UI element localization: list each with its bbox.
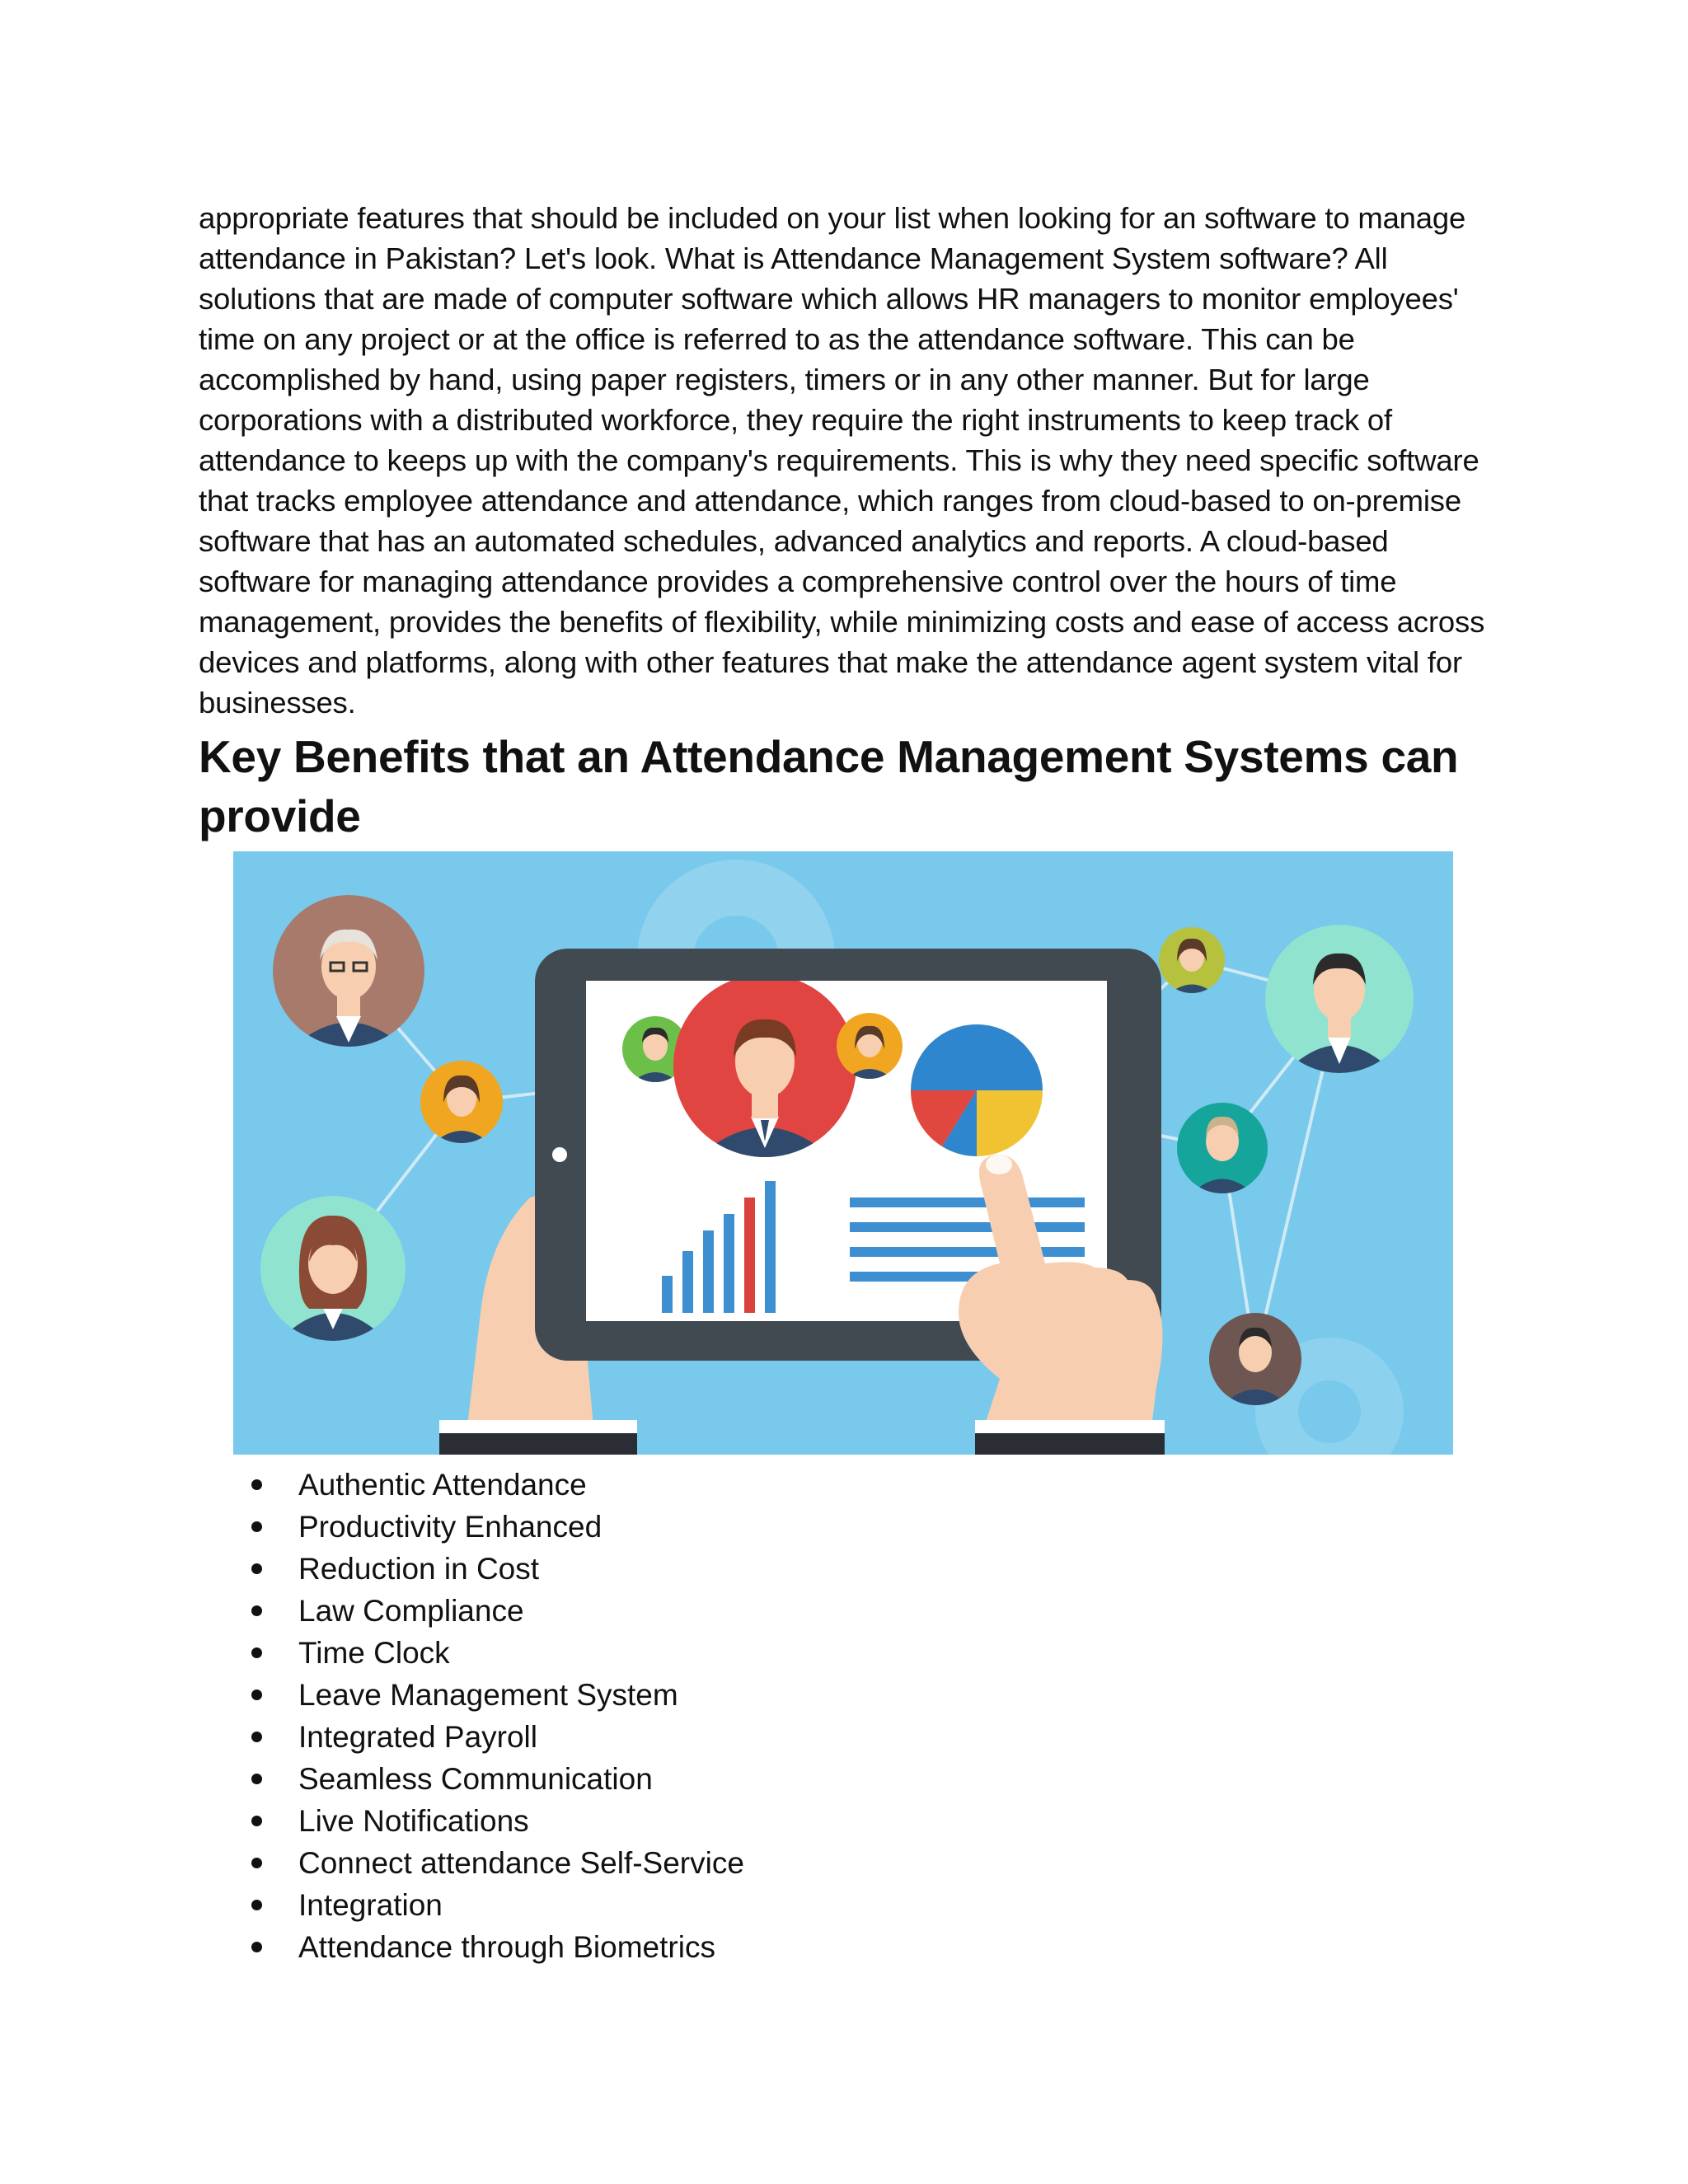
list-item: Connect attendance Self-Service: [199, 1842, 744, 1884]
bullet-icon: [251, 1479, 262, 1490]
attendance-management-illustration: [233, 851, 1453, 1455]
bullet-icon: [251, 1942, 262, 1952]
list-item: Leave Management System: [199, 1674, 744, 1716]
bullet-icon: [251, 1690, 262, 1700]
list-item: Time Clock: [199, 1632, 744, 1674]
bullet-icon: [251, 1816, 262, 1826]
list-item: Reduction in Cost: [199, 1548, 744, 1590]
bullet-icon: [251, 1647, 262, 1658]
bullet-icon: [251, 1858, 262, 1868]
intro-paragraph: appropriate features that should be included on your list when looking for an software to manage attendance in Pakistan? Let's look. What is Attendance Management System software? All solutions that are made of computer software which allows HR managers to monitor employees' time on any project or at the office is referred to as the attendance software. This can be accomplished by hand, using paper registers, timers or in any other manner. But for large corporations with a distributed workforce, they require the right instruments to keep track of attendance to keeps up with the company's requirements. This is why they need specific software that tracks employee attendance and attendance, which ranges from cloud-based to on-premise software that has an automated schedules, advanced analytics and reports. A cloud-based software for managing attendance provides a comprehensive control over the hours of time management, provides the benefits of flexibility, while minimizing costs and ease of access across devices and platforms, along with other features that make the attendance agent system vital for businesses.: [199, 201, 1485, 719]
bullet-icon: [251, 1900, 262, 1910]
list-item: Integrated Payroll: [199, 1716, 744, 1758]
list-item: Law Compliance: [199, 1590, 744, 1632]
list-item: Seamless Communication: [199, 1758, 744, 1800]
list-item: Integration: [199, 1884, 744, 1926]
list-item: Attendance through Biometrics: [199, 1926, 744, 1968]
list-item: Live Notifications: [199, 1800, 744, 1842]
bullet-icon: [251, 1521, 262, 1532]
bullet-icon: [251, 1774, 262, 1784]
bullet-icon: [251, 1563, 262, 1574]
bullet-icon: [251, 1732, 262, 1742]
section-heading: Key Benefits that an Attendance Management Systems can provide: [199, 731, 1459, 841]
pie-chart-graphic: [911, 1024, 1043, 1156]
benefits-list: [199, 1464, 744, 1968]
bullet-icon: [251, 1605, 262, 1616]
list-item: Authentic Attendance: [199, 1464, 744, 1506]
list-item: Productivity Enhanced: [199, 1506, 744, 1548]
